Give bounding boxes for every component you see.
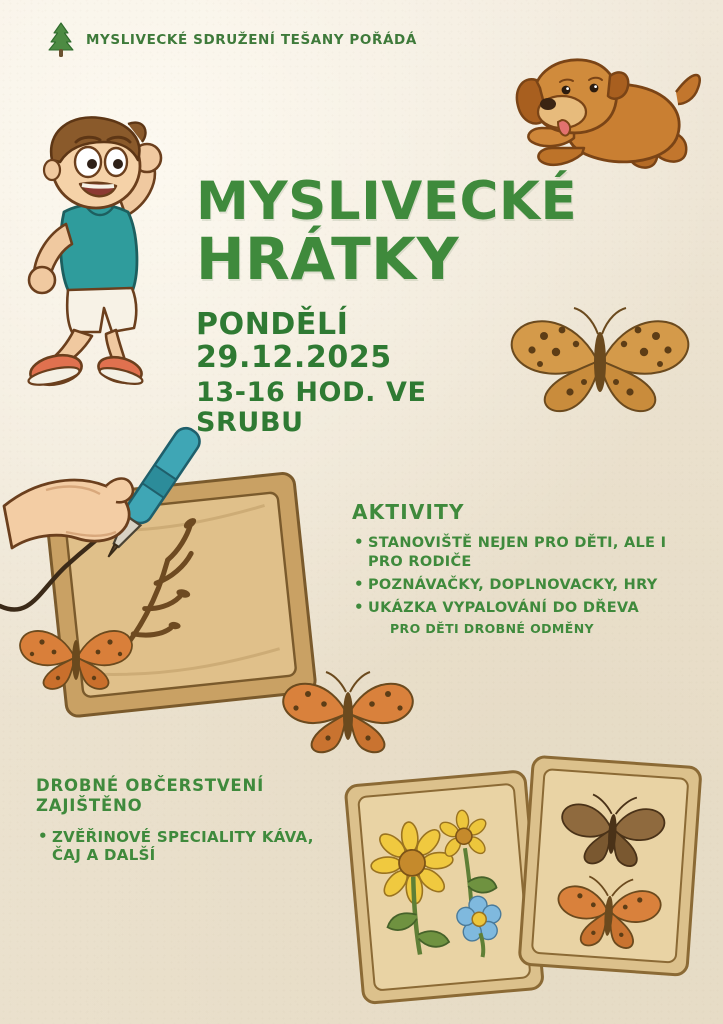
activities-list	[352, 534, 682, 617]
event-subtitle	[196, 308, 536, 439]
activities-section	[352, 500, 682, 636]
list-item: • STANOVIŠTĚ NEJEN PRO DĚTI, ALE I PRO RODIČE	[352, 534, 682, 572]
event-date: PONDĚLÍ 29.12.2025	[196, 306, 392, 376]
activities-heading: AKTIVITY	[352, 500, 465, 524]
list-item: • POZNÁVAČKY, DOPLNOVACKY, HRY	[352, 576, 682, 595]
butterfly-large-illustration	[500, 296, 700, 426]
refreshments-list	[36, 828, 336, 866]
title-block	[196, 171, 578, 439]
tree-icon	[46, 22, 76, 58]
list-item: • ZVĚŘINOVÉ SPECIALITY KÁVA, ČAJ A DALŠÍ	[36, 828, 336, 866]
organizer-line	[46, 22, 417, 58]
event-time-place: 13-16 HOD. VE SRUBU	[196, 376, 427, 439]
organizer-text: MYSLIVECKÉ SDRUŽENÍ TEŠANY POŘÁDÁ	[86, 32, 417, 48]
boy-illustration	[8, 108, 208, 398]
refreshments-section	[36, 776, 336, 869]
butterfly-small-center-illustration	[278, 660, 418, 770]
dog-illustration	[508, 42, 708, 182]
page-title	[196, 171, 578, 294]
title-line-2: HRÁTKY	[196, 225, 460, 294]
card-butterflies-illustration	[512, 752, 722, 982]
title-line-1: MYSLIVECKÉ	[196, 171, 578, 232]
activities-note: PRO DĚTI DROBNÉ ODMĚNY	[390, 621, 595, 637]
list-item: • UKÁZKA VYPALOVÁNÍ DO DŘEVA	[352, 599, 682, 618]
refreshments-heading: DROBNÉ OBČERSTVENÍ ZAJIŠTĚNO	[36, 776, 265, 815]
butterfly-small-left-illustration	[16, 612, 136, 702]
